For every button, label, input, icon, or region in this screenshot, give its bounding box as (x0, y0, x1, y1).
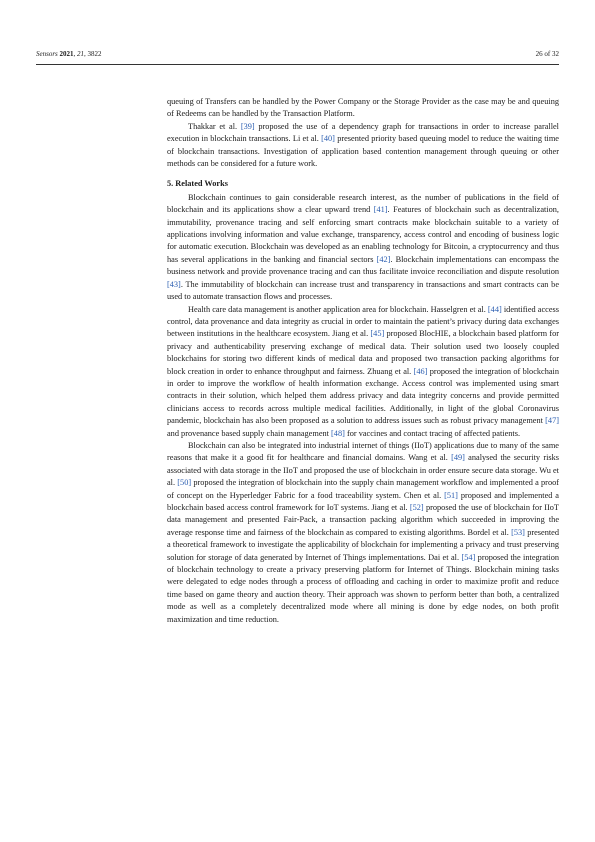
body-paragraph: Blockchain can also be integrated into industrial internet of things (IIoT) applications due to many of the same reasons that make it a good fit for healthcare and financial domains. Wang et al. [49] analysed the security risks associated with data storage in the IIoT and proposed the use of blockchain in order ensure secure data storage. Wu et al. [50] proposed the integration of blockchain into the supply chain management workflow and implemented a proof of concept on the Hyperledger Fabric for a food traceability system. Chen et al. [51] proposed and implemented a blockchain based access control framework for IoT systems. Jiang et al. [52] proposed the use of blockchain for IIoT data management and presented Fair-Pack, a transaction packing algorithm which succeeded in improving the average response time and fairness of the blockchain as compared to existing algorithms. Bordel et al. [53] presented a theoretical framework to investigate the applicability of blockchain for implementing a privacy and trust preserving solution for storage of data generated by Internet of Things implementations. Dai et al. [54] proposed the integration of blockchain technology to create a privacy preserving platform for Internet of Things. Blockchain mining tasks were delegated to edge nodes through a process of offloading and caching in order to maximize profit and reduce time based on game theory and auction theory. Their approach was shown to perform better than both, a centralized mode as well as a completely decentralized mode where all mining is done by edge nodes, on both profit maximization and time reduction. (167, 440, 560, 624)
page-number: 26 of 32 (535, 50, 559, 58)
intro-paragraphs (167, 96, 559, 170)
section-heading: 5. Related Works (167, 179, 228, 189)
citation-link[interactable]: [49] (451, 453, 465, 463)
citation-link[interactable]: [47] (545, 416, 559, 426)
article-number: 3822 (87, 50, 102, 58)
citation-link[interactable]: [43] (167, 279, 181, 289)
citation-link[interactable]: [45] (370, 329, 385, 339)
header-rule (36, 64, 559, 65)
journal-year: 2021 (59, 50, 74, 58)
citation-link[interactable]: [44] (487, 304, 502, 314)
section-paragraphs (167, 192, 559, 626)
citation-link[interactable]: [39] (240, 121, 255, 131)
citation-link[interactable]: [51] (444, 490, 458, 500)
citation-link[interactable]: [46] (413, 366, 428, 376)
body-paragraph: queuing of Transfers can be handled by the Power Company or the Storage Provider as the case may be and queuing of Redeems can be handled by the Transaction Platform. (167, 97, 559, 119)
citation-link[interactable]: [40] (321, 134, 335, 144)
page-body (167, 96, 559, 626)
journal-volume: 21 (77, 50, 85, 58)
citation-link[interactable]: [42] (376, 254, 391, 264)
citation-link[interactable]: [52] (409, 503, 424, 512)
citation-link[interactable]: [53] (511, 527, 525, 537)
journal-citation: Sensors 2021, 21, 3822 (36, 50, 102, 58)
citation-link[interactable]: [41] (373, 205, 388, 215)
body-paragraph: Health care data management is another application area for blockchain. Hasselgren et al. [44] identified access control, data provenance and data integrity as crucial in order to maintain the patient’s privacy during data exchanges between institutions in the healthcare ecosystem. Jiang et al. [45] proposed BlocHIE, a blockchain based platform for privacy and authenticability preserving exchange of medical data. Their solution used two loosely coupled blockchains for storing two different kinds of medical data and proposed two transaction packing algorithms for block creation in order to enhance throughput and fairness. Zhuang et al. [46] proposed the integration of blockchain in order to improve the workflow of health information exchange. Access control was implemented using smart contracts in their solution, which helped them address privacy and data integrity concerns and provide permitted clinicians access to records across multiple medical facilities. Additionally, in light of the global Coronavirus pandemic, blockchain has also been proposed as a solution to address issues such as robust privacy management [47] and provenance based supply chain management [48] for vaccines and contact tracing of affected patients. (167, 304, 559, 438)
citation-link[interactable]: [48] (331, 428, 345, 438)
journal-name: Sensors (36, 50, 58, 58)
citation-link[interactable]: [50] (177, 478, 192, 488)
citation-link[interactable]: [54] (461, 552, 476, 562)
running-header (36, 50, 559, 58)
body-paragraph: Blockchain continues to gain considerable research interest, as the number of publications in the field of blockchain and its applications show a clear upward trend [41]. Features of blockchain such as decentralization, immutability, provenance tracing and self enforcing smart contracts make blockchain suitable to a variety of applications involving information and value exchange, transparency, access control and encoding of business logic for automatic execution. Blockchain was developed as an enabling technology for Bitcoin, a cryptocurrency and thus has several applications in the banking and financial sectors [42]. Blockchain implementations can encompass the business network and provide provenance tracing and can thus facilitate invoice reconciliation and dispute resolution [43]. The immutability of blockchain can increase trust and transparency in transactions and smart contracts can be used to automate transaction flows and processes. (167, 192, 559, 302)
body-paragraph: Thakkar et al. [39] proposed the use of a dependency graph for transactions in order to increase parallel execution in blockchain transactions. Li et al. [40] presented priority based queuing model to reduce the waiting time of blockchain transactions. Investigation of application based contention management through queuing or other methods can be considered for a future work. (167, 121, 559, 169)
